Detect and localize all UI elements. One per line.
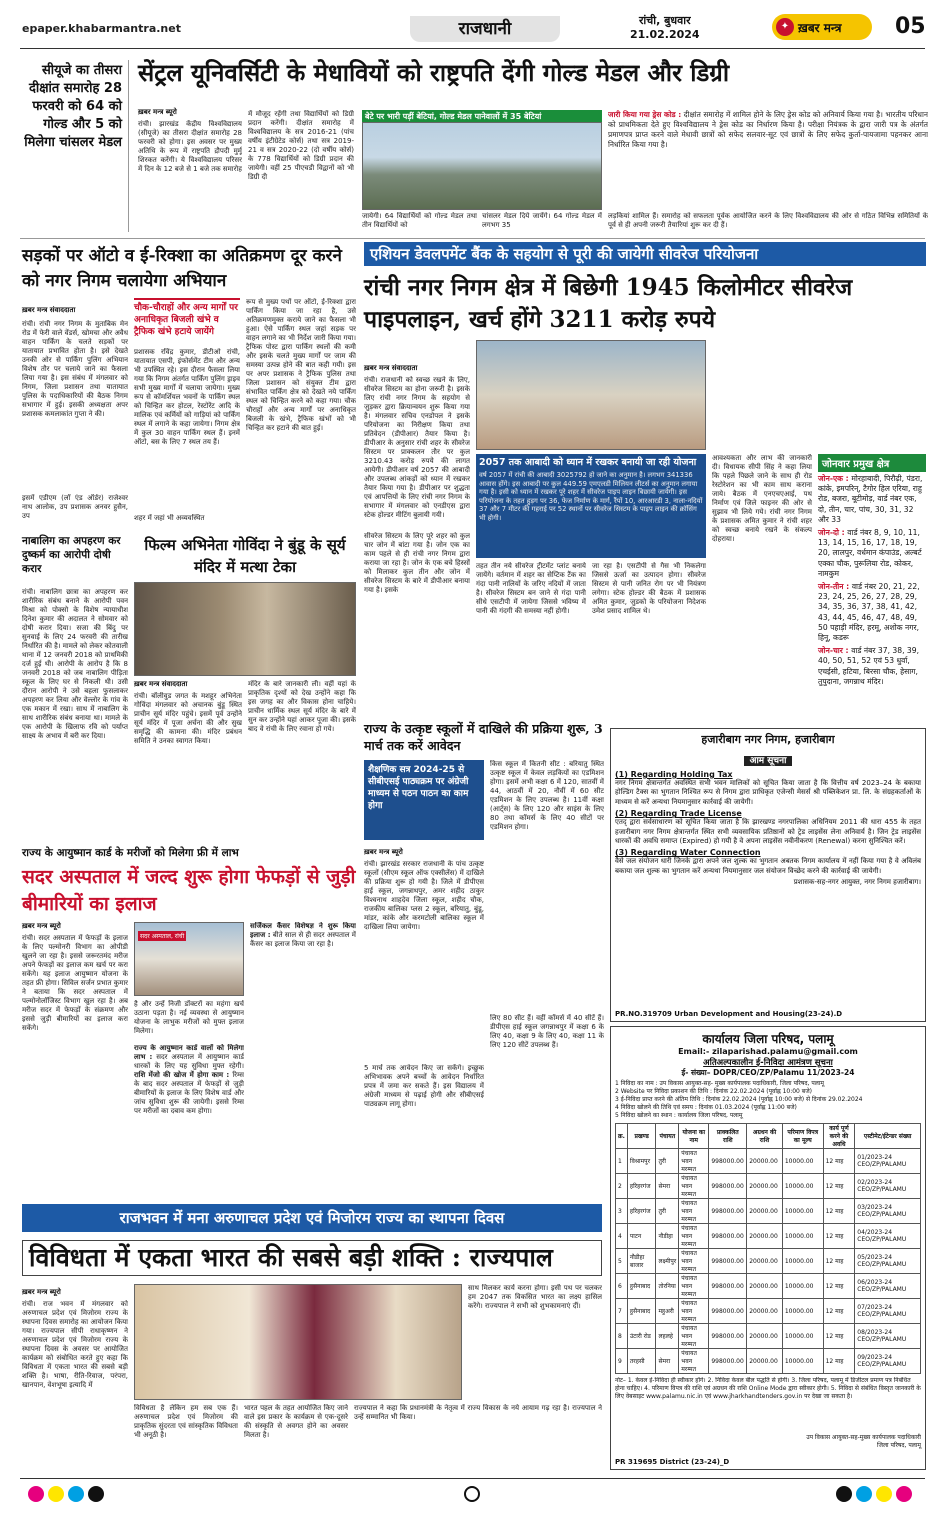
table-cell: सेमरा [656,1349,679,1374]
hazaribagh-notice [610,728,926,1022]
ayushman-body-3: सदर अस्पताल में आयुष्मान कार्ड धारकों के लिए यह सुविधा मुफ्त रहेगी। [134,1053,244,1070]
ayushman-right-col [250,922,356,1196]
palamu-table-body [616,1149,921,1374]
zone-item [818,528,926,579]
table-cell: 04/2023-24 CEO/ZP/PALAMU [855,1224,921,1249]
table-cell: 12 माह [823,1199,855,1224]
palamu-info-row: 4 निविदा खोलने की तिथि एवं समय : दिनांक 01.03.2024 (पूर्वाह्न 11:00 बजे) [615,1104,797,1111]
palamu-info-row: 1 निविदा का नाम : उप विकास आयुक्त-सह- मुख्य कार्यपालक पदाधिकारी, जिला परिषद, पलामू [615,1080,824,1087]
lead-side-heading: सीयूजे का तीसरा दीक्षांत समारोह 28 फरवरी को 64 को गोल्ड और 5 को मिलेगा चांसलर मेडल [24,63,122,150]
zone-label: जोन-एक : [818,474,852,483]
zone-label: जोन-दो : [818,528,848,538]
palamu-notice [610,1026,926,1470]
minor-headline: नाबालिग का अपहरण कर दुष्कर्म का आरोपी दोषी करार [22,535,121,575]
sewer-highlight-body: वर्ष 2057 में रांची की आबादी 3025792 हो जाने का अनुमान है। लगभग 341336 आवास होंगे। इस आबादी पर कुल 449.59 एमएलडी मिलियन लीटर्स का अनुमान लगाया गया है। इसी को ध्यान में रखकर पूरे शहर में सीवरेज पाइप लाइन बिछायी जायेगी। इस परियोजना के तहत हुड़ग पर 36, फेज निर्माण के मार्ग, रैंपों 10, आरआरडी 3, नाला-नदियों 37 और 7 मीटर की गहराई पर 52 स्थानों पर सीवरेज सिस्टम के पाइप लाइन की क्रॉसिंग भी होगी। [479,471,703,522]
table-cell: 998000.00 [709,1324,747,1349]
table-cell: 998000.00 [709,1274,747,1299]
zone-heading: जोनवार प्रमुख क्षेत्र [818,454,926,472]
table-row [616,1199,921,1224]
zone-text: वार्ड नंबर 8, 9, 10, 11, 13, 14, 15, 16, 17, 18, 19, 20, लालपुर, वर्धमान कंपाउंड, अल्बर्ट एक्का चौक, पुरूलिया रोड, कोकर, नामकुम [818,528,922,578]
schools-byline: ख़बर मन्त्र ब्यूरो [364,848,403,856]
sewer-body-3: तहत तीन नये सीवरेज ट्रीटमेंट प्लांट बनाये जायेंगे। वर्तमान में शहर का सेप्टिक टैंक का गंदा पानी नालियों के जरिए नदियों में जाता है। सीवरेज सिस्टम बन जाने से गंदा पानी सीधे एसटीपी में जायेगा जिससे भविष्य में पानी की गंदगी की समस्या नहीं होगी। [476,562,586,615]
table-cell: 20000.00 [747,1274,783,1299]
table-cell: तरहसी [627,1349,656,1374]
table-cell: 06/2023-24 CEO/ZP/PALAMU [855,1274,921,1299]
table-cell: उंटारी रोड [627,1324,656,1349]
govinda-byline: ख़बर मन्त्र संवाददाता [134,680,188,688]
sewer-banner [364,242,926,266]
registration-dot-yellow-icon [48,1486,64,1502]
lead-side-rule [128,60,129,232]
sewer-body-2: सीवरेज सिस्टम के लिए पूरे शहर को कुल चार जोन में बांटा गया है। जोन एक का काम पहले से ही रांची नगर निगम द्वारा कराया जा रहा है। जोन के एक बचे हिस्सों को मिलाकर कुल तीन और जोन में सीवरेज सिस्टम के बारे में डीपीआर बनाया गया है। इसके [364,532,470,594]
table-cell: 08/2023-24 CEO/ZP/PALAMU [855,1324,921,1349]
sewer-body-5: आवश्यकता और लाभ की जानकारी दी। विधायक सीपी सिंह ने कहा लिया कि पहले पिछले जाने के साथ ही रोड रेस्टोरेशन का भी काम साथ कराना जाये। बैठक में एनएचएआई, पथ निर्माण एवं जिले फाइनर की ओर से सुझाव भी लिये गये। रांची नगर निगम के प्रशासक अमित कुमार ने रांची शहर को स्वच्छ बनाये रखने के संकल्प दोहराया। [712,454,812,543]
table-cell: 998000.00 [709,1199,747,1224]
govinda-photo [134,582,356,676]
table-cell: 20000.00 [747,1174,783,1199]
zone-box [818,454,926,710]
zone-item [818,474,926,525]
rajbhavan-body-4: साथ मिलकर कार्य करना होगा। इसी पथ पर चलकर हम 2047 तक विकसित भारत का लक्ष्य हासिल करेंगे। राज्यपाल ने सभी को शुभकामनाएं दीं। [468,1284,602,1310]
rajbhavan-body-1: रांची। राज भवन में मंगलवार को अरुणाचल प्रदेश एवं मिजोरम राज्य के स्थापना दिवस समारोह का आयोजन किया गया। राज्यपाल सीपी राधाकृष्णन ने अरुणाचल प्रदेश एवं मिजोरम राज्य के स्थापना दिवस के अवसर पर आयोजित कार्यक्रम को संबोधित करते हुए कहा कि विविधता में एकता भारत की सबसे बड़ी शक्ति है। भाषा, रीति-रिवाज, परंपरा, खानपान, वेशभूषा इत्यादि में [22,1300,128,1389]
table-cell: 10000.00 [782,1274,823,1299]
table-cell: पंचायत भवन मरम्मत [679,1299,709,1324]
ayushman-body-5: बीते साल से ही सदर अस्पताल में कैंसर का इलाज किया जा रहा है। [250,931,356,948]
table-cell: महुअरी [656,1299,679,1324]
ayushman-sub-1: राज्य के आयुष्मान कार्ड वालों को मिलेगा लाभ : [134,1044,244,1061]
schools-headline: राज्य के उत्कृष्ट स्कूलों में दाखिले की प्रक्रिया शुरू, 3 मार्च तक करें आवेदन [364,721,603,753]
hazaribagh-item-text: एतद् द्वारा सर्वसाधारण को सूचित किया जाता है कि झारखण्ड नगरपालिका अधिनियम 2011 की धारा 455 के तहत हजारीबाग नगर निगम क्षेत्रान्तर्गत स्थित सभी व्यवसायिक प्रतिष्ठानों को ट्रेड लाइसेंस लेना अनिवार्य है। जिन ट्रेड लाइसेंस धारकों की अवधि समाप्त (Expired) हो गयी है वे अपना लाइसेंस नवीनीकरण (Renewal) करना सुनिश्चित करें। [615,818,921,846]
table-cell: 20000.00 [747,1149,783,1174]
table-row [616,1174,921,1199]
registration-dot-cyan-right-icon [856,1486,872,1502]
lead-photo [362,122,602,210]
table-cell: तुरी [656,1199,679,1224]
sewer-highlight-heading: 2057 तक आबादी को ध्यान में रखकर बनायी जा रही योजना [479,457,697,468]
table-cell: 01/2023-24 CEO/ZP/PALAMU [855,1149,921,1174]
table-cell: 20000.00 [747,1249,783,1274]
hazaribagh-items [615,770,921,876]
ayushman-headline: सदर अस्पताल में जल्द शुरू होगा फेफड़ों से जुड़ी बीमारियों का इलाज [22,866,356,915]
ayushman-sub-section [134,1044,244,1196]
table-row [616,1274,921,1299]
table-cell: हुसैनाबाद [627,1299,656,1324]
schools-body-3: 5 मार्च तक आवेदन किए जा सकेंगे। इच्छुक अभिभावक अपने बच्चों के आवेदन निर्धारित प्रपत्र में जमा कर सकते हैं। इस विद्यालय में अंग्रेजी माध्यम से पढ़ाई होगी और सीबीएसई पाठ्यक्रम लागू होगा। [364,1064,484,1108]
lead-body-4: चांसलर मेडल दिये जायेंगे। 64 गोल्ड मेडल में लगभग 35 [482,212,602,229]
hazaribagh-signature: प्रशासक-सह-नगर आयुक्त, नगर निगम हजारीबाग। [793,878,921,887]
table-cell: 12 माह [823,1324,855,1349]
govinda-headline: फिल्म अभिनेता गोविंदा ने बुंडू के सूर्य मंदिर में मत्था टेका [144,536,346,576]
palamu-signature: उप विकास आयुक्त-सह-मुख्य कार्यपालक पदाधिकारी जिला परिषद, पलामू [806,1434,921,1449]
registration-dot-yellow-right-icon [876,1486,892,1502]
table-cell: 20000.00 [747,1299,783,1324]
hazaribagh-subtitle: आम सूचना [744,756,793,766]
palamu-table-header: कार्य पूर्ण करने की अवधि [823,1124,855,1149]
table-cell: हरिहरगंज [627,1199,656,1224]
rajbhavan-banner [22,1204,602,1232]
table-cell: पंचायत भवन मरम्मत [679,1224,709,1249]
table-cell: 4 [616,1224,628,1249]
palamu-table-header: पंचायत [656,1124,679,1149]
table-cell: लहलहे [656,1324,679,1349]
lead-body-2: में मौजूद रहेंगी तथा विद्यार्थियों को डिग्री प्रदान करेंगी। दीक्षांत समारोह में विश्वविद्यालय के सत्र 2016-21 (पांच वर्षीय इंटीग्रेटेड कोर्स) तथा सत्र 2019-21 व सत्र 2020-22 (दो वर्षीय कोर्स) के 778 विद्यार्थियों को डिग्री प्रदान की जायेगी। वहीं 25 पीएचडी विद्वानों को भी डिग्री दी [248,110,354,181]
ayushman-photo [134,922,244,996]
table-cell: 998000.00 [709,1299,747,1324]
palamu-table-head [616,1124,921,1149]
table-cell: 02/2023-24 CEO/ZP/PALAMU [855,1174,921,1199]
table-cell: 20000.00 [747,1224,783,1249]
hazaribagh-item-text: नगर निगम क्षेत्रान्तर्गत अवस्थित सभी भवन मालिकों को सूचित किया जाता है कि वित्तीय वर्ष 2023–24 के बकाया होल्डिंग टैक्स का भुगतान निश्चित रूप से निगम द्वारा प्राधिकृत एजेन्सी मेसर्स श्री पब्लिकेशन प्रा. लि. के संग्रहकर्ताओं के माध्यम से करें अन्यथा नियमानुसार कार्रवाई की जायेगी। [615,779,921,806]
registration-dot-cyan-icon [68,1486,84,1502]
table-cell: 8 [616,1324,628,1349]
lead-photo-caption: बेटे पर भारी पड़ीं बेटियां, गोल्ड मेडल पानेवालों में 35 बेटियां [362,110,602,123]
schools-body-2: किस स्कूल में कितनी सीट : बरियातु स्थित उत्कृष्ट स्कूल में केवल लड़कियों का एडमिशन होगा। इसमें अभी कक्षा 6 में 120, सातवीं में 44, आठवीं में 20, नौवीं में 60 सीट एडमिशन के लिए उपलब्ध है। 11वीं कक्षा (आर्ट्स) के लिए 120 और साइंस के लिए 80 तथा कॉमर्स के लिए 40 सीटों पर एडमिशन होगा। [490,760,604,831]
rajbhavan-body-2: विविधता है लेकिन हम सब एक हैं। अरुणाचल प्रदेश एवं मिजोरम की प्राकृतिक सुंदरता एवं सांस्कृतिक विविधता भी अनूठी है। [134,1404,238,1439]
page-number: 05 [895,14,926,39]
encroach-body-4: शहर में जहां भी अव्यवस्थित [134,514,205,522]
encroach-body-3: प्रशासक रविंद्र कुमार, डीटीओ रांची, यातायात एसपी, इंफोर्समेंट टीम और अन्य भी उपस्थित रहे। इस दौरान फैसला लिया गया कि निगम अंतर्गत पार्किंग पुलिंग ड्राइव सभी मुख्य मार्गों में चलाया जायेगा। मुख्य रूप से कॉमर्शियल भवनों के पार्किंग स्थल को चिन्हित कर होटल, रेस्टोरेंट आदि के मालिक एवं कर्मियों को गाड़ियां को पार्किंग स्थल में लगाने के कहा जायेगा। निगम क्षेत्र में कुल 30 वाहन पार्किंग स्थल हैं। इनमें ऑटो, बस के लिए 7 स्थल तय हैं। [134,348,240,446]
encroach-body-1: रांची। रांची नगर निगम के मुताबिक मेन रोड में फेरी वाले वेंडर्स, खोमचा और अवैध वाहन पार्किंग के चलते सड़कों पर यातायात प्रभावित होता है। इसे देखते उनकी ओर से पार्किंग पुलिंग अभियान विशेष तौर पर चलाये जाने का फैसला लिया गया है। इस संबंध में मंगलवार को निगम, जिला प्रशासन तथा यातायात पुलिस के पदाधिकारियों की बैठक निगम सभागार में हुई। इसकी अध्यक्षता अपर प्रशासक कमलाकांत गुप्ता ने की। [22,320,128,418]
table-cell: 12 माह [823,1149,855,1174]
masthead [0,0,945,52]
table-cell: 998000.00 [709,1349,747,1374]
masthead-url[interactable]: epaper.khabarmantra.net [22,22,181,35]
lead-dress-code [608,110,928,208]
table-cell: 03/2023-24 CEO/ZP/PALAMU [855,1199,921,1224]
table-cell: 10000.00 [782,1299,823,1324]
lead-foot-line: लड़कियां शामिल हैं। समारोह को सफलता पूर्वक आयोजित करने के लिए विश्वविद्यालय की ओर से गठित विभिन्न समितियों के पूर्व से ही अपनी जरूरी तैयारियां शुरू कर दी हैं। [608,212,928,229]
palamu-subtitle: अतिअल्पकालीन ई-निविदा आमंत्रण सूचना [703,1058,833,1068]
rajbhavan-headline: विविधता में एकता भारत की सबसे बड़ी शक्ति : राज्यपाल [22,1240,602,1276]
table-cell: 09/2023-24 CEO/ZP/PALAMU [855,1349,921,1374]
table-cell: 12 माह [823,1249,855,1274]
ayushman-byline: ख़बर मन्त्र ब्यूरो [22,922,61,930]
table-cell: 998000.00 [709,1249,747,1274]
palamu-email[interactable]: Email:- zilaparishad.palamu@gmail.com [678,1047,858,1056]
table-cell: 7 [616,1299,628,1324]
table-cell: पाटन [627,1224,656,1249]
table-cell: 1 [616,1149,628,1174]
rajbhavan-byline: ख़बर मन्त्र ब्यूरो [22,1288,61,1296]
encroach-body-2: इसमें एडीएम (लॉ एंड ऑर्डर) राजेश्वर नाथ आलोक, उप प्रशासक अनवर हुसैन, उप [22,494,128,520]
hazaribagh-item-heading: (3) Regarding Water Connection [615,848,761,858]
table-cell: 05/2023-24 CEO/ZP/PALAMU [855,1249,921,1274]
palamu-table-header: प्राक्कलित राशि [709,1124,747,1149]
hazaribagh-title: हजारीबाग नगर निगम, हजारीबाग [701,733,835,746]
table-cell: तोरनिया [656,1274,679,1299]
dress-code-heading: जारी किया गया ड्रेस कोड : [608,110,682,119]
section-title-text: राजधानी [458,19,512,39]
table-cell: 998000.00 [709,1149,747,1174]
registration-target-icon [464,1486,480,1502]
table-cell: 10000.00 [782,1349,823,1374]
table-cell: पंचायत भवन मरम्मत [679,1324,709,1349]
zone-item [818,646,926,687]
table-row [616,1324,921,1349]
footer-rule [20,1478,925,1479]
table-cell: 12 माह [823,1174,855,1199]
table-cell: 998000.00 [709,1224,747,1249]
table-cell: हुसैनाबाद [627,1274,656,1299]
ayushman-body-2: है और उन्हें निजी डॉक्टरों का महंगा खर्च उठाना पड़ता है। नई व्यवस्था से आयुष्मान योजना के लाभुक मरीजों को मुफ्त इलाज मिलेगा। [134,1000,244,1035]
table-cell: 20000.00 [747,1324,783,1349]
table-cell: पंचायत भवन मरम्मत [679,1349,709,1374]
table-cell: 5 [616,1249,628,1274]
table-row [616,1224,921,1249]
brand-name: ख़बर मन्त्र [798,20,842,35]
schools-box: शैक्षणिक सत्र 2024-25 से सीबीएसई पाठ्यक्रम पर अंग्रेजी माध्यम से पठन पाठन का काम होगा [364,760,484,840]
hazaribagh-item-heading: (2) Regarding Trade License [615,809,742,819]
table-cell: पंचायत भवन मरम्मत [679,1249,709,1274]
lead-body-3: जायेगी। 64 विद्यार्थियों को गोल्ड मेडल तथा तीन विद्यार्थियों को [362,212,477,229]
table-cell: 998000.00 [709,1174,747,1199]
palamu-table-header: एस्टीमेट/ईटेन्डर संख्या [855,1124,921,1149]
zone-label: जोन-तीन : [818,582,852,592]
table-cell: पंचायत भवन मरम्मत [679,1149,709,1174]
palamu-title: कार्यालय जिला परिषद, पलामू [702,1032,834,1046]
sewer-headline: रांची नगर निगम क्षेत्र में बिछेगी 1945 किलोमीटर सीवरेज पाइपलाइन, खर्च होंगे 3211 करोड़ रुपये [364,274,853,333]
table-cell: 10000.00 [782,1324,823,1349]
table-cell: 6 [616,1274,628,1299]
ayushman-photo-label: सदर अस्पताल, रांची [140,933,185,940]
encroach-pull-quote: चौक-चौराहों और अन्य मार्गों पर अनाधिकृत बिजली खंभे व ट्रैफिक खंभे हटाये जायेंगे [134,298,240,338]
city-day: रांची, बुधवार [638,14,691,27]
masthead-date [630,14,700,42]
table-cell: 20000.00 [747,1199,783,1224]
registration-dot-black-icon [88,1486,104,1502]
table-cell: पंचायत भवन मरम्मत [679,1174,709,1199]
zone-item [818,582,926,643]
table-row [616,1299,921,1324]
table-cell: 20000.00 [747,1349,783,1374]
footer-marks [0,1480,945,1510]
table-cell: लक्ष्मीपुर [656,1249,679,1274]
palamu-table [615,1123,921,1374]
lead-byline: ख़बर मन्त्र ब्यूरो [138,108,177,116]
ayushman-body-4: रिम्स के बाद सदर अस्पताल में फेफड़ों से जुड़ी बीमारियों के इलाज के लिए विशेष वार्ड और जांच सुविधा शुरू की जायेगी। इससे रिम्स पर मरीजों का दबाव कम होगा। [134,1071,244,1115]
palamu-info-row: 2 Website पर निविदा प्रकाशन की तिथि : दिनांक 22.02.2024 (पूर्वाह्न 10:00 बजे) [615,1088,812,1095]
table-row [616,1349,921,1374]
palamu-table-header: परिमाण विपत्र का मूल्य [782,1124,823,1149]
rajbhavan-photo [134,1284,462,1400]
schools-body-1: रांची। झारखंड सरकार राजधानी के पांच उत्कृष्ट स्कूलों (सीएम स्कूल ऑफ एक्सीलेंस) में दाखिले की प्रक्रिया शुरू हो गयी है। जिले में डीपीएस हाई स्कूल, जगन्नाथपुर, अमर शहीद ठाकुर विश्वनाथ शाहदेव जिला स्कूल, शहीद चौक, राजकीय बालिका प्लस 2 स्कूल, बरियातु, बुंडू, मांडर, कांके और करमटोली बालिका स्कूल में दाखिला लिया जायेगा। [364,860,484,931]
sewer-body-4: जा रहा है। एसटीपी से गैस भी निकलेगा जिससे ऊर्जा का उत्पादन होगा। सीवरेज सिस्टम से पानी जनित रोग पर भी नियंत्रण लगेगा। स्टेक होल्डर की बैठक में प्रशासक अमित कुमार, जुडको के परियोजना निदेशक उमेश प्रसाद शामिल थे। [592,562,706,615]
table-cell: पंचायत भवन मरम्मत [679,1274,709,1299]
table-cell: नौडीहा [656,1224,679,1249]
table-cell: विश्रामपुर [627,1149,656,1174]
palamu-table-header: क्र. [616,1124,628,1149]
registration-dot-magenta-icon [28,1486,44,1502]
govinda-body-1: रांची। बॉलीवुड जगत के मशहूर अभिनेता गोविंदा मंगलवार को अचानक बुंडू स्थित प्राचीन सूर्य मंदिर पहुंचे। इसमें पूर्व उन्होंने सूर्य मंदिर में पूजा अर्चना की और सुख समृद्धि की कामना की। मंदिर प्रबंधन समिति ने उनका स्वागत किया। [134,692,242,745]
palamu-ref: ई- संख्या– DOPR/CEO/ZP/Palamu 11/2023-24 [681,1068,855,1077]
logo-mark-icon: ✦ [776,18,794,36]
table-cell: 12 माह [823,1349,855,1374]
palamu-notes: नोट– 1. केवल ई-निविदा ही स्वीकार होंगे। 2. निविदा केवल बील पद्धति से होगी। 3. जिला परिषद, पलामू में डिजीटल प्रमाण पत्र निबंधित होना चाहिए। 4. परिमाण विपत्र की राशि एवं अग्रधन की राशि Online Mode द्वारा स्वीकार होगी। 5. निविदा से संबंधित विस्तृत जानकारी के लिए वेबसाइट www.palamu.nic.in एवं www.jharkhandtenders.gov.in पर देखा जा सकता है। [615,1377,921,1400]
table-cell: 9 [616,1349,628,1374]
encroach-byline: ख़बर मन्त्र संवाददाता [22,306,76,314]
ayushman-body-1: रांची। सदर अस्पताल में फेफड़ों के इलाज के लिए पल्मोनरी विभाग का ओपीडी खुलने जा रहा है। इससे जरूरतमंद मरीज अपने फेफड़ों का इलाज कम खर्च पर करा सकेंगे। यह इलाज आयुष्मान योजना के तहत फ्री होगा। सिविल सर्जन प्रभात कुमार ने बताया कि सदर अस्पताल में पल्मोनोलॉजिस्ट विभाग खुल रहा है। अब मरीज सदर में फेफड़ों के संक्रमण और इससे जुड़ी बीमारियों का इलाज करा सकेंगे। [22,934,128,1032]
table-cell: पंचायत भवन मरम्मत [679,1199,709,1224]
lead-body-1: रांची। झारखंड केंद्रीय विश्वविद्यालय (सीयूजे) का तीसरा दीक्षांत समारोह 28 फरवरी को होगा। इस अवसर पर मुख्य अतिथि के रूप में राष्ट्रपति द्रौपदी मुर्मू शिरकत करेंगी। ये विश्वविद्यालय परिसर में दिन के 12 बजे से 1 बजे तक समारोह [138,120,242,173]
rajbhavan-banner-text: राजभवन में मना अरुणाचल प्रदेश एवं मिजोरम राज्य का स्थापना दिवस [119,1209,505,1227]
rajbhavan-body-5: राज्यपाल ने कहा कि प्रधानमंत्री के नेतृत्व में राज्य विकास के नये आयाम गढ़ रहा है। राज्यपाल ने उन्हें सम्मानित भी किया। [354,1404,602,1421]
table-cell: 10000.00 [782,1149,823,1174]
ayushman-sub-3: सर्जिकल कैंसर विशेषज्ञ ने शुरू किया इलाज : [250,922,356,939]
divider-1 [20,238,925,239]
sewer-body-1: रांची। राजधानी को स्वच्छ रखने के लिए, सीवरेज सिस्टम का होना जरूरी है। इसके लिए रांची नगर निगम के सहयोग से जुड़कर द्वारा क्रियान्वयन शुरू किया गया है। मंगलवार सचिव एनडोपल ने इसके परियोजना का निरीक्षण किया तथा प्रतिवेदन (डीपीआर) तैयार किया है। डीपीआर के अनुसार रांची शहर के सीवरेज सिस्टम पर प्राक्कलन तौर पर कुल 3210.43 करोड़ रुपये की लागत आयेगी। डीपीआर वर्ष 2057 की आबादी और उपलब्ध आंकड़ों को ध्यान में रखकर तैयार किया गया है। डीपीआर पर शुद्धता एवं आपत्तियों के लिए रांची नगर निगम के सभागार में मंगलवार को एनडीएस द्वारा स्टेक होल्डर मीटिंग बुलायी गयी। [364,376,470,519]
registration-dot-magenta-right-icon [896,1486,912,1502]
zone-text: मोरहाबादी, पिरौढ़ी, पंडरा, कांके, इमपरिन्, टैगोर हिल एरिया, राहु रोड, बजरा, बूटीमोड़, वार्ड नंबर एक, दो, तीन, चार, पांच, 30, 31, 32 और 33 [818,474,923,524]
sewer-highlight [476,454,706,558]
palamu-pr-no: PR 319695 District (23-24)_D [615,1458,730,1466]
palamu-info [615,1080,921,1120]
table-cell: 2 [616,1174,628,1199]
table-cell: 12 माह [823,1224,855,1249]
zone-text: वार्ड नंबर 20, 21, 22, 23, 24, 25, 26, 27, 28, 29, 34, 35, 36, 37, 38, 41, 42, 43, 44, 45, 46, 47, 48, 49, 50 पहाड़ी मंदिर, हरमू, अशोक नगर, हिनू, कडरू [818,582,920,643]
table-cell: 10000.00 [782,1174,823,1199]
encroach-body-5: रूप से मुख्य पथों पर ऑटो, ई-रिक्शा द्वारा पार्किंग किया जा रहा है, उसे अतिक्रमणमुक्त कराये जाने का फैसला भी हुआ। ऐसे पार्किंग स्थल जहां सड़क पर वाहन लगाने का भी निर्देश जारी किया गया। ट्रैफिक पोस्ट द्वारा पार्किंग स्थलों की कमी और इसके चलते मुख्य मार्गों पर जाम की समस्या उत्पन्न होने की बात कही गयी। इस पर अपर प्रशासक ने ट्रैफिक पुलिस तथा जिला प्रशासन को संयुक्त टीम द्वारा संभावित पार्किंग क्षेत्र को देखते नये पार्किंग स्थल को चिन्हित करने को कहा गया। चौक चौराहों और अन्य मार्गों पर अनाधिकृत बिजली के खंभे, ट्रैफिक खंभों को भी चिन्हित कर हटाने की बात हुई। [246,298,356,432]
registration-dot-black-right-icon [836,1486,852,1502]
table-row [616,1249,921,1274]
table-cell: तुरी [656,1149,679,1174]
table-cell: 3 [616,1199,628,1224]
table-cell: 10000.00 [782,1199,823,1224]
encroach-headline: सड़कों पर ऑटो व ई-रिक्शा का अतिक्रमण दूर करने को नगर निगम चलायेगा अभियान [22,246,342,291]
palamu-info-row: 3 ई-निविदा प्राप्त करने की अंतिम तिथि : दिनांक 22.02.2024 (पूर्वाह्न 10:00 बजे) से दिनांक 29.02.2024 [615,1096,863,1103]
table-cell: 07/2023-24 CEO/ZP/PALAMU [855,1299,921,1324]
rajbhavan-body-3: भारत पहल के तहत आयोजित किए जाने वाले इस प्रकार के कार्यक्रम से एक-दूसरे की संस्कृति से अवगत होने का अवसर मिलता है। [244,1404,348,1439]
palamu-info-row: 5 निविदा खोलने का स्थान : कार्यालय जिला परिषद, पलामू [615,1112,743,1119]
govinda-body-2: मंदिर के बारे जानकारी ली। वहीं यहां के प्राकृतिक दृश्यों को देख उन्होंने कहा कि इस जगह का और विकास होना चाहिये। प्राचीन धार्मिक स्थल सूर्य मंदिर के बारे में सुन कर उन्होंने यहां आकर पूजा की। इसके बाद वे रांची के लिए रवाना हो गये। [248,680,356,733]
sewer-photo [476,340,706,450]
hazaribagh-item-text: वैसे जल संयोजन धारी जिनके द्वारा अपने जल शुल्क का भुगतान अबतक निगम कार्यालय में नहीं किया गया है वे अविलंब बकाया जल शुल्क का भुगतान करें अन्यथा नियमानुसार जल संयोजन विच्छेद करने की कार्रवाई की जायेगी। [615,857,921,875]
zone-list [818,474,926,687]
palamu-table-header: योजना का नाम [679,1124,709,1149]
table-cell: 12 माह [823,1299,855,1324]
hazaribagh-item-heading: (1) Regarding Holding Tax [615,770,733,779]
table-cell: 12 माह [823,1274,855,1299]
brand-logo [772,14,872,40]
palamu-table-header: अग्रधन की राशि [747,1124,783,1149]
sewer-banner-text: एशियन डेवलपमेंट बैंक के सहयोग से पूरी की जायेगी सीवरेज परियोजना [370,245,759,263]
masthead-rule [20,48,925,49]
table-cell: नौडीहा बाजार [627,1249,656,1274]
schools-body-4: लिए 80 सीट हैं। वहीं कॉमर्स में 40 सीटें हैं। डीपीएस हाई स्कूल जगन्नाथपुर में कक्षा 6 के लिए 40, कक्षा 9 के लिए 40, कक्षा 11 के लिए 120 सीटें उपलब्ध हैं। [490,1014,604,1049]
lead-headline: सेंट्रल यूनिवर्सिटी के मेधावियों को राष्ट्रपति देंगी गोल्ड मेडल और डिग्री [138,58,730,87]
table-cell: 10000.00 [782,1249,823,1274]
ayushman-sub-2: राशि मेंजो की खोज में होगा काम : [134,1071,230,1079]
table-row [616,1149,921,1174]
sewer-byline: ख़बर मन्त्र संवाददाता [364,364,418,372]
ayushman-kicker: राज्य के आयुष्मान कार्ड के मरीजों को मिलेगा फ्री में लाभ [22,847,239,859]
table-cell: हरिहरगंज [627,1174,656,1199]
palamu-table-header: प्रखण्ड [627,1124,656,1149]
minor-body: रांची। नाबालिग छात्रा का अपहरण कर शारीरिक संबंध बनाने के आरोपी पवन मिश्रा को पोक्सो के विशेष न्यायाधीश दिनेश कुमार की अदालत ने सोमवार को दोषी करार दिया। सजा की बिंदु पर सुनवाई के लिए 24 फरवरी की तारीख निर्धारित की है। मामले को लेकर कोतवाली थाना में 12 जनवरी 2018 को प्राथमिकी दर्ज हुई थी। आरोपी के आरोप है कि 8 जनवरी 2018 को जब नाबालिग पीड़िता स्कूल के लिए घर से निकली थी। उसी दौरान आरोपी ने उसे बहला फुसलाकर अपहरण कर लिया और वेल्लोर के गांव के एक मकान में रखा। साथ में नाबालिग के साथ शारीरिक संबंध बनाया था। मामले के एक आरोपी के खिलाफ रवि को पर्याप्त साक्ष्य के अभाव में बरी कर दिया। [22,588,128,740]
section-title [410,16,560,42]
zone-label: जोन-चार : [818,646,852,656]
zone-text: वार्ड नंबर 37, 38, 39, 40, 50, 51, 52 एवं 53 धुर्वा, एचईसी, हटिया, बिरसा चौक, हेसाग, तुपुदाना, जगन्नाथ मंदिर। [818,646,919,686]
dress-code-body: दीक्षांत समारोह में शामिल होने के लिए ड्रेस कोड को अनिवार्य किया गया है। भारतीय परिधान को प्राथमिकता देते हुए विश्वविद्यालय ने ड्रेस कोड का निर्धारण किया है। परीक्षा नियंत्रक के द्वारा जारी पत्र के अंतर्गत प्रमाणपत्र प्राप्त करने वाले मेधावी छात्रों को सफेद सलवार-सूट एवं छात्रों के लिए सफेद कुर्ता-पायजामा पहनकर आना निर्धारित किया गया है। [608,110,928,149]
date: 21.02.2024 [630,28,700,41]
table-cell: 10000.00 [782,1224,823,1249]
hazaribagh-pr-no: PR.NO.319709 Urban Development and Housing(23-24).D [615,1010,843,1018]
table-cell: सेमरा [656,1174,679,1199]
